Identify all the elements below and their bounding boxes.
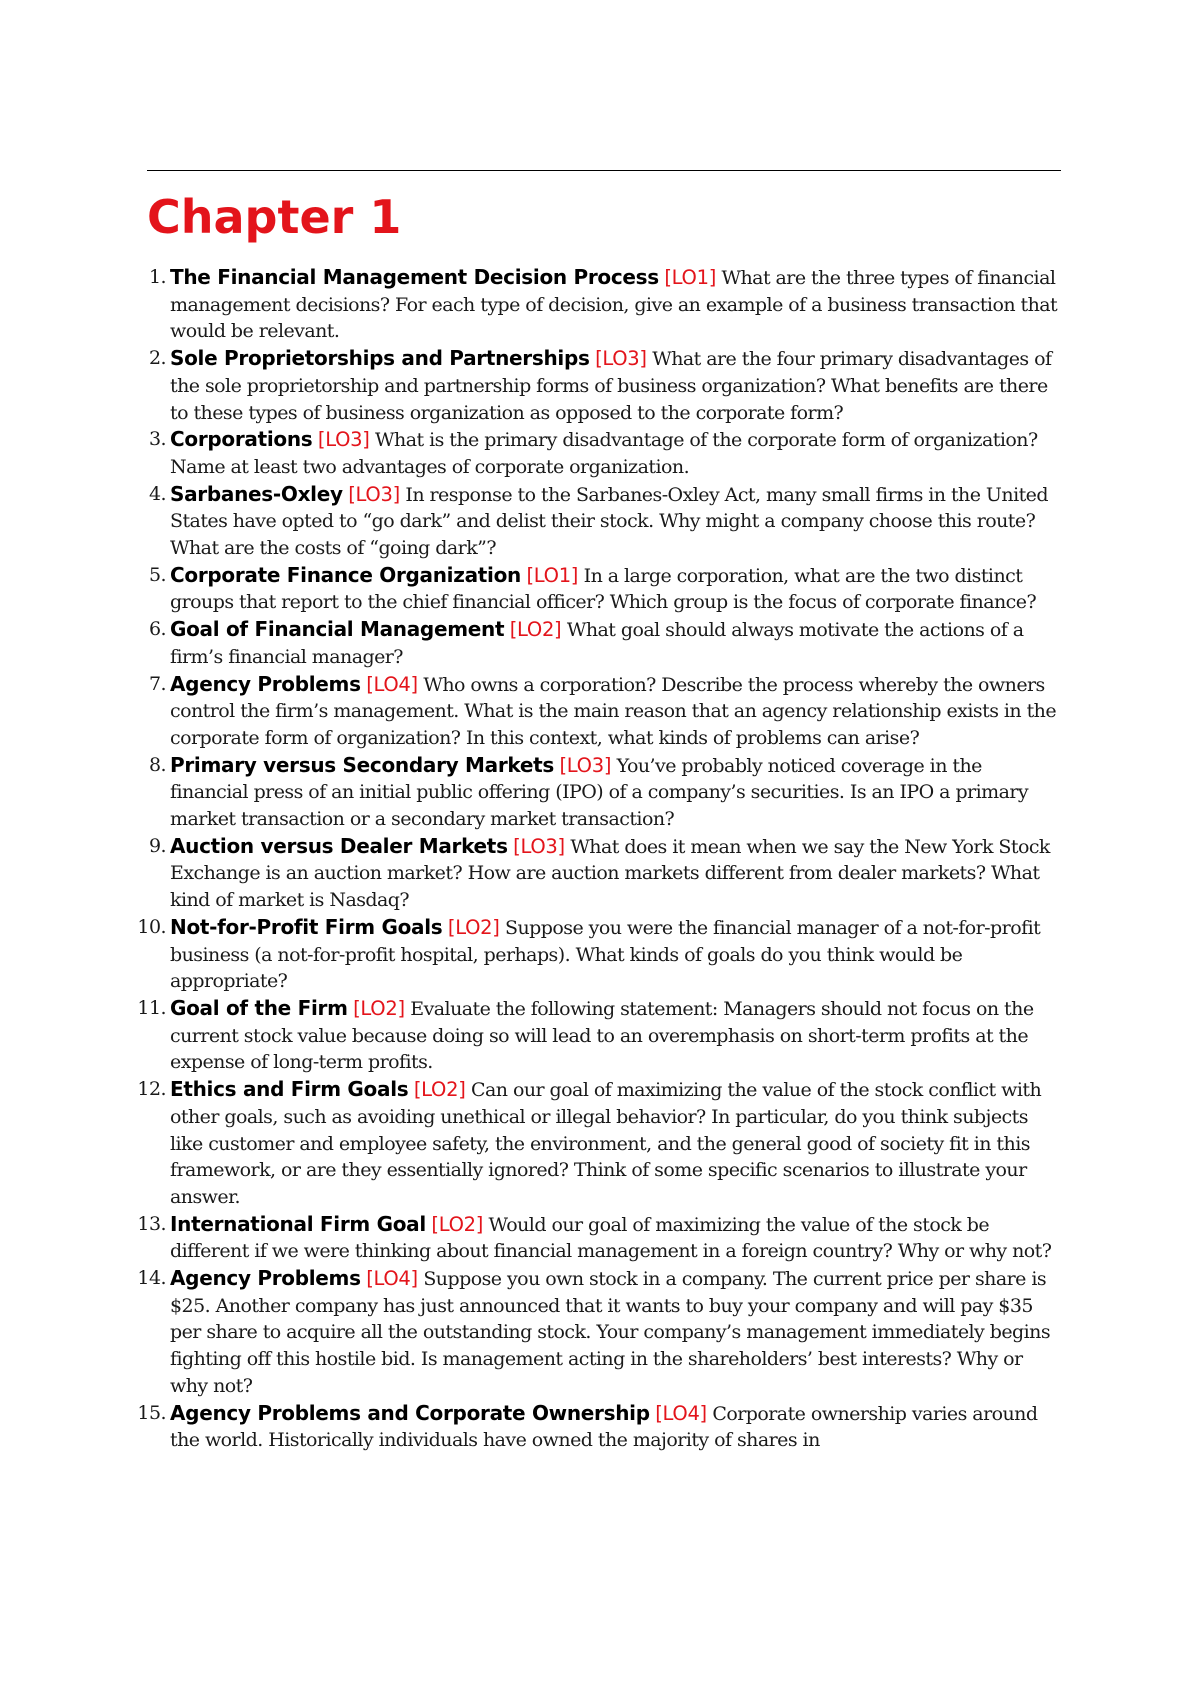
question-number: 7. [148,672,166,695]
learning-objective-tag: [LO2] [447,915,500,939]
list-item [0,264,1058,345]
question-title: Agency Problems [170,671,361,696]
list-item [0,1265,1058,1400]
question-number: 3. [148,428,166,451]
list-item [0,562,1058,616]
question-text: Corporate ownership varies around the world. Historically individuals have owned the majority of shares in [170,1402,1038,1452]
list-item [0,671,1058,752]
question-title: Corporations [170,427,313,452]
list-item [0,426,1058,480]
question-text: In a large corporation, what are the two distinct groups that report to the chief financial officer? Which group is the focus of corporate finance? [170,564,1037,614]
list-item [0,752,1058,833]
question-text: In response to the Sarbanes-Oxley Act, many small firms in the United States have opted to “go dark” and delist their stock. Why might a company choose this route? What are the costs of “going dark”? [170,483,1048,560]
question-number: 9. [148,834,166,857]
question-text: What are the four primary disadvantages of the sole proprietorship and partnership forms of business organization? What benefits are there to these types of business organization as opposed to the corporate form? [170,348,1052,424]
question-number: 1. [148,266,166,288]
question-title: Corporate Finance Organization [170,562,521,587]
question-text: Suppose you were the financial manager of a not-for-profit business (a not-for-profit hospital, perhaps). What kinds of goals do you think would be appropriate? [170,916,1041,993]
question-text: What are the three types of financial management decisions? For each type of decision, give an example of a business transaction that would be relevant. [170,267,1058,343]
question-number: 2. [148,347,166,370]
question-title: Sole Proprietorships and Partnerships [170,346,590,371]
learning-objective-tag: [LO2] [413,1078,466,1102]
learning-objective-tag: [LO3] [348,482,400,506]
question-title: Ethics and Firm Goals [170,1077,409,1102]
learning-objective-tag: [LO3] [559,753,612,777]
learning-objective-tag: [LO3] [513,834,565,858]
question-title: Primary versus Secondary Markets [170,752,554,777]
learning-objective-tag: [LO2] [509,618,562,642]
question-text: Suppose you own stock in a company. The current price per share is $25. Another company has just announced that it wants to buy your company and will pay $35 per share to acquire all the outstanding stock. Your company’s management immediately begins fighting off this hostile bid. Is management acting in the shareholders’ best interests? Why or why not? [170,1268,1051,1397]
learning-objective-tag: [LO3] [595,347,647,371]
question-number: 12. [137,1078,166,1101]
question-text: Who owns a corporation? Describe the process whereby the owners control the firm’s management. What is the main reason that an agency relationship exists in the corporate form of organization? In this context, what kinds of problems can arise? [170,673,1057,749]
question-title: The Financial Management Decision Process [170,265,659,289]
learning-objective-tag: [LO4] [366,672,418,696]
list-item [0,345,1058,426]
question-number: 13. [137,1212,166,1235]
question-title: Auction versus Dealer Markets [170,833,508,858]
question-title: Sarbanes-Oxley [170,481,343,506]
question-text: You’ve probably noticed coverage in the financial press of an initial public offering (IPO) of a company’s securities. Is an IPO a primary market transaction or a secondary market transaction? [170,754,1029,831]
learning-objective-tag: [LO4] [366,1267,418,1291]
question-number: 14. [137,1267,166,1290]
list-item [0,1211,1058,1265]
learning-objective-tag: [LO1] [526,563,579,587]
learning-objective-tag: [LO1] [664,266,717,289]
question-text: Can our goal of maximizing the value of the stock conflict with other goals, such as avoiding unethical or illegal behavior? In particular, do you think subjects like customer and employee safety, the environment, and the general good of society fit in this framework, or are they essentially ignored? Think of some specific scenarios to illustrate your answer. [170,1079,1042,1208]
chapter-title: Chapter 1 [147,190,402,244]
question-title: Agency Problems and Corporate Ownership [170,1400,650,1425]
list-item [0,481,1058,562]
question-number: 15. [137,1401,166,1424]
list-item [0,914,1058,995]
question-text: Evaluate the following statement: Managers should not focus on the current stock value because doing so will lead to an overemphasis on short-term profits at the expense of long-term profits. [170,997,1034,1074]
question-text: What does it mean when we say the New York Stock Exchange is an auction market? How are auction markets different from dealer markets? What kind of market is Nasdaq? [170,835,1050,912]
question-title: Goal of the Firm [170,995,348,1020]
question-list [0,264,1200,1454]
list-item [0,1076,1058,1211]
list-item [0,995,1058,1076]
question-title: Goal of Financial Management [170,617,505,642]
question-number: 8. [148,753,166,776]
question-title: International Firm Goal [170,1211,426,1236]
learning-objective-tag: [LO3] [317,428,370,452]
question-number: 10. [137,915,166,938]
question-title: Not-for-Profit Firm Goals [170,914,443,939]
top-rule [147,170,1061,171]
question-number: 4. [148,482,166,505]
list-item [0,1400,1058,1454]
learning-objective-tag: [LO4] [655,1401,707,1425]
question-number: 6. [148,618,166,641]
question-text: Would our goal of maximizing the value of the stock be different if we were thinking about financial management in a foreign country? Why or why not? [170,1213,1052,1263]
question-number: 11. [137,996,166,1019]
learning-objective-tag: [LO2] [353,996,405,1020]
question-text: What is the primary disadvantage of the corporate form of organization? Name at least two advantages of corporate organization. [170,429,1038,478]
list-item [0,616,1058,670]
question-text: What goal should always motivate the actions of a firm’s financial manager? [170,619,1024,668]
learning-objective-tag: [LO2] [431,1212,484,1236]
question-title: Agency Problems [170,1266,361,1291]
question-number: 5. [148,563,166,586]
list-item [0,833,1058,914]
